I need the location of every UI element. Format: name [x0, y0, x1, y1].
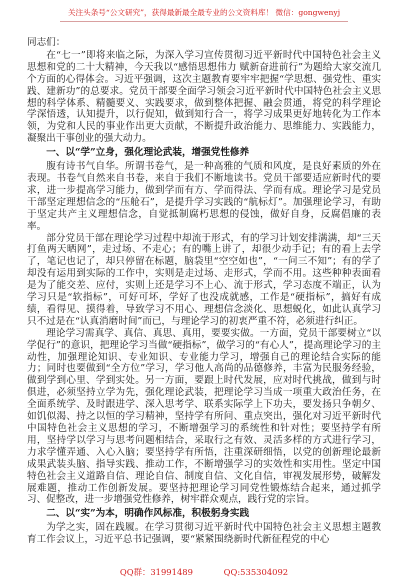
promo-banner-text: 关注头条号“公文研究”，获得最新最全最专业的公文资料库！ 微信：gongwenyj: [67, 8, 341, 17]
salutation: 同志们：: [27, 37, 66, 48]
section-1-paragraph-1: 腹有诗书气自华。所谓书卷气，是一种高雅的气质和风度，是良好素质的外在表现。书卷气自然来自书卷，来自于我们不断地读书。党员干部要适应新时代的要求，进一步提高学习能力，做到学而有方、学而得法、学而有成。理论学习是党员干部坚定理想信念的“压舱石”，是提升学习实践的“航标灯”。加强理论学习，有助于坚定共产主义理想信念，自觉抵制腐朽思想的侵蚀，做好自身，反腐倡廉的表率。: [27, 161, 381, 232]
section-heading-2: 二、以“实”为本，明确作风标准，积极躬身实践: [46, 508, 250, 520]
qq-number: QQ:535304092: [223, 567, 289, 577]
section-heading-1: 一、以“学”立身，强化理论武装，增强党性修养: [46, 147, 250, 159]
section-1-paragraph-2: 部分党员干部在理论学习过程中却流于形式，有的学习计划安排满满，却“三天打鱼两天晒网”，走过场、不走心；有的嘴上讲了，却很少动手记；有的看上去学了，笔记也记了，却只停留在标题，脑袋里“空空如也”，“一问三不知”；有的学了却没有运用到实际的工作中，实则是走过场、走形式，学而不用。这些种种表面看是为了能交差、应付，实则上还是学习不上心、流于形式，学习态度不端正，认为学习只是“软指标”，可好可坏，学好了也没成就感，工作是“硬指标”，搞好有成绩，看得见、摸得着，导致学习不用心、理想信念淡化、思想蜕化，如此认真学习只不过是在“认真消磨时间”而已，与理论学习的初衷严重不符，必须进行纠正。: [27, 232, 381, 327]
qq-group-number: QQ群：31991489: [119, 567, 193, 577]
document-body: [27, 37, 381, 564]
section-1-paragraph-3: 理论学习需真学、真信、真思、真用，要要实做。一方面，党员干部要树立“以学促行”的意识，把理论学习当做“硬指标”，做学习的“有心人”，提高理论学习的主动性，加强理论知识、专业知识、专业能力学习，增强自己的理论结合实际的能力；同时也要做到“全方位”学习，学习他人高尚的品德修养，丰富为民服务经验，做到学到心里、学到实处。另一方面，要跟上时代发展，应对时代挑战，做到与时俱进，必须坚持立学为先，强化理论武装，把理论学习当成一项重大政治任务，在全面系统学、及时跟进学、深入思考学、联系实际学上下功夫，要发扬只争朝夕、如饥似渴、持之以恒的学习精神，坚持学有所问、重点突出，强化对习近平新时代中国特色社会主义思想的学习，不断增强学习的系统性和针对性；要坚持学有所用，坚持学以学习与思考问题相结合，采取行之有效、灵活多样的方式进行学习，力求学懂弄通、入心入脑；要坚持学有所悟，注重深研细悟，以党的创新理论最新成果武装头脑、指导实践、推动工作，不断增强学习的实效性和实用性。坚定中国特色社会主义道路自信、理论自信、制度自信、文化自信，审视发展形势，破解发展难题，推动工作创新发展。要坚持把理论学习同党性锻炼结合起来，通过抓学习、促整改，进一步增强党性修养，树牢群众观点，践行党的宗旨。: [27, 327, 381, 506]
section-2-paragraph-1: 为学之实，固在践履。在学习贯彻习近平新时代中国特色社会主义思想主题教育工作会议上，习近平总书记强调，要“紧紧围绕新时代新征程党的中心: [27, 522, 381, 546]
contact-footer: [0, 566, 408, 578]
promo-banner: [60, 5, 348, 22]
intro-paragraph: 在“七一”即将来临之际，为深入学习宣传贯彻习近平新时代中国特色社会主义思想和党的二十大精神，今天我以“感悟思想伟力 赋新奋进前行”为题给大家交流几个方面的心得体会。习近平强调，这次主题教育要牢牢把握“学思想、强党性、重实践、建新功”的总要求。党员干部要全面学习领会习近平新时代中国特色社会主义思想的科学体系、精髓要义、实践要求，做到整体把握、融会贯通，将党的科学理论学深悟透，认知提升，以行促知，做到知行合一，将学习成果更好地转化为工作本领，为党和人民的事业作出更大贡献，不断提升政治能力、思维能力、实践能力，凝聚出干事创业的强大动力。: [27, 49, 381, 145]
